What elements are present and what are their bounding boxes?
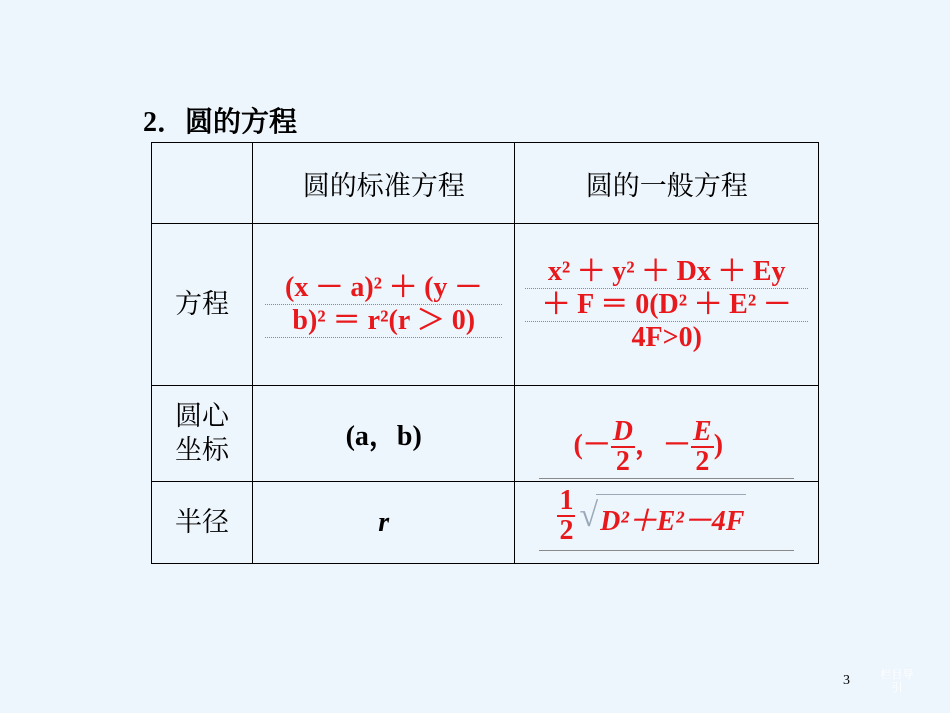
general-radius-cell <box>515 482 819 564</box>
center-separator: ，－ <box>635 429 692 461</box>
general-equation-line-1: x² ＋ y² ＋ Dx ＋ Ey <box>525 256 808 289</box>
center-fraction-d-denominator: 2 <box>611 446 635 476</box>
center-answer-underline <box>539 478 794 479</box>
standard-center-cell: (a，b) <box>253 386 515 482</box>
standard-radius-cell: r <box>253 482 515 564</box>
center-fraction-e-numerator: E <box>693 416 712 447</box>
nav-guide-logo[interactable]: 栏目导引 <box>880 668 914 694</box>
section-title <box>143 100 297 140</box>
row-label-radius: 半径 <box>152 482 253 564</box>
table-header-row <box>152 143 819 224</box>
general-equation-line-3: 4F>0) <box>631 321 702 353</box>
center-fraction-e-denominator: 2 <box>691 446 714 476</box>
radius-coefficient-numerator: 1 <box>559 485 574 516</box>
standard-equation-line-1: (x － a)² ＋ (y － <box>265 272 502 305</box>
standard-equation-cell <box>253 224 515 386</box>
general-center-expression <box>573 418 723 476</box>
section-number: 2． <box>143 107 186 138</box>
section-title-text: 圆的方程 <box>185 105 298 138</box>
center-fraction-d-numerator: D <box>612 416 633 447</box>
row-label-center-line-1: 圆心 <box>175 400 229 432</box>
radius-coefficient-denominator: 2 <box>559 515 574 546</box>
standard-equation-line-2: b)² ＝ r²(r ＞ 0) <box>265 305 502 338</box>
radius-coefficient <box>557 487 575 545</box>
row-label-equation: 方程 <box>152 224 253 386</box>
header-standard-equation: 圆的标准方程 <box>253 143 515 224</box>
center-close-paren: ) <box>713 429 724 461</box>
general-radius-expression <box>557 487 746 545</box>
circle-equation-table <box>151 142 819 564</box>
square-root-icon: √ <box>579 497 599 534</box>
center-fraction-d <box>611 418 635 476</box>
radius-answer-underline <box>539 550 794 551</box>
row-label-center <box>152 386 253 482</box>
table-row-radius <box>152 482 819 564</box>
table-row-equation <box>152 224 819 386</box>
header-general-equation: 圆的一般方程 <box>515 143 819 224</box>
radius-radicand: D²＋E²－4F <box>596 494 746 539</box>
header-corner-cell <box>152 143 253 224</box>
table-row-center <box>152 386 819 482</box>
general-equation-line-2: ＋ F ＝ 0(D² ＋ E² － <box>525 289 808 322</box>
center-fraction-e <box>691 418 714 476</box>
general-center-cell <box>515 386 819 482</box>
row-label-center-line-2: 坐标 <box>175 434 229 466</box>
general-equation-cell <box>515 224 819 386</box>
page-number: 3 <box>843 673 850 688</box>
center-open-paren: (－ <box>573 429 611 461</box>
